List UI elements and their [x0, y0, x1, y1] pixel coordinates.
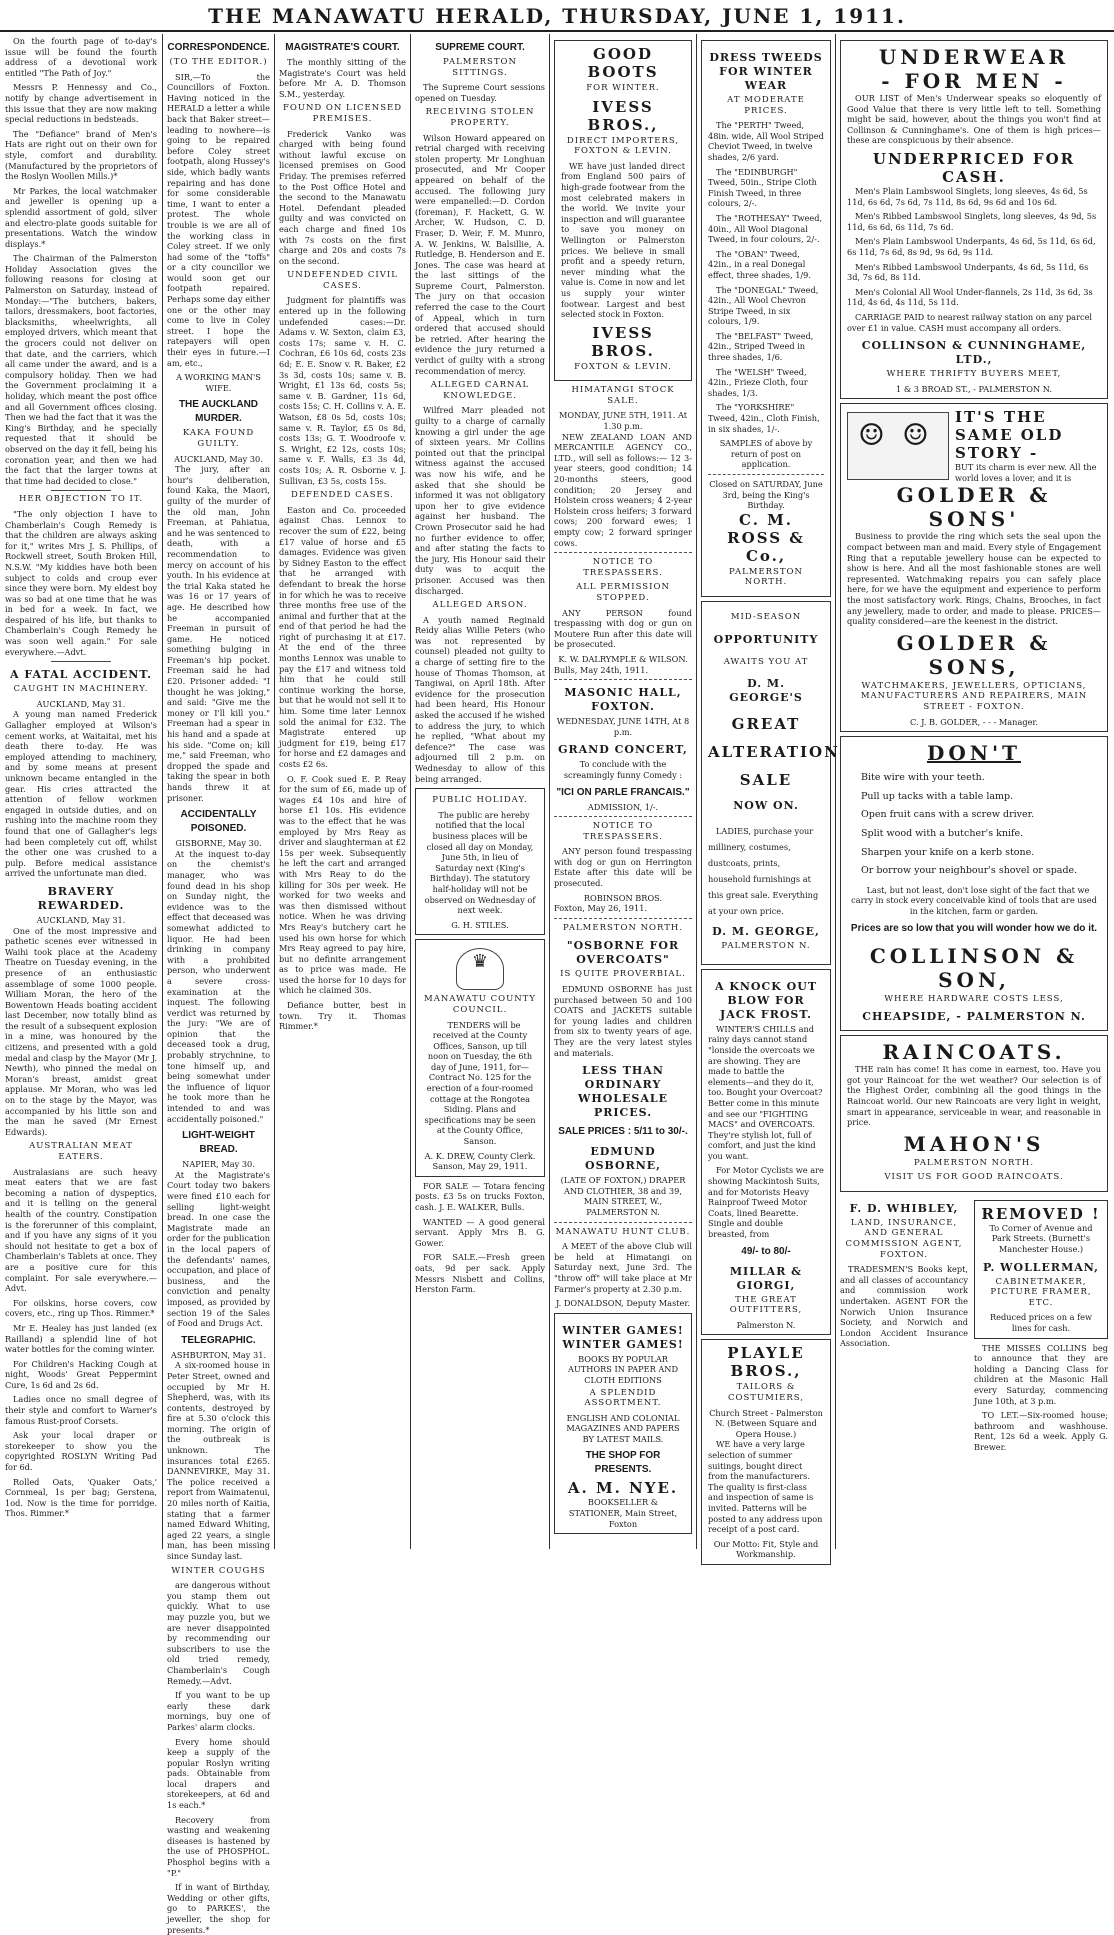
paragraph: To Corner of Avenue and Park Streets. (Burnett's Manchester House.) [989, 1222, 1093, 1255]
paragraph: O. F. Cook sued E. P. Reay for the sum of £6, made up of wages £4 10s and hire of horse £1 10s. His evidence was to the effect that he was employed by Mrs Reay as driver and slaughterman at £2 15s per week. Subsequently he left the cart and arranged with Mrs Reay to do the killing for 30s per week. He worked for two weeks and was then dismissed without notice. When he was driving Mrs Reay's butchery cart he used his own horse for which Mrs Reay agreed to pay hire, but no definite arrangement as to price was made. He used the horse for 10 days for which he claimed 30s. [279, 773, 407, 996]
paragraph: THE MISSES COLLINS beg to announce that they are holding a Dancing Class for children at the Masonic Hall every Saturday, commencing June 10th, at 3 p.m. [974, 1342, 1108, 1406]
advert-title: COLLINSON & CUNNINGHAME, LTD., [861, 339, 1087, 367]
advert-subtitle: PALMERSTON N. [721, 941, 811, 952]
paragraph: Judgment for plaintiffs was entered up in the following undefended cases:—Dr. Adams v. W. Sexton, claim £3, costs 17s; same v. H. C. Cochran, £6 10s 6d, costs 23s 6d; E. E. Snow v. R. Baker, £2 3s 3d, costs 10s; same v. B. Wright, £1 13s 6d, costs 5s; same v. B. Gardner, 11s 6d, costs 15s; C. H. Collins v. A. E. Watson, £8 0s 5d, costs 10s; same v. R. Taylor, £5 0s 8d, costs 13s; G. T. Woodroofe v. S. Wright, £2 12s, costs 10s; same v. F. Walls, £3 3s 4d, costs 10s; A. R. Osborne v. J. Sullivan, £3 5s, costs 15s. [279, 295, 406, 486]
paragraph: One of the most impressive and pathetic scenes ever witnessed in Waihi took place at the Academy Theatre on Tuesday evening, in the presence of an enthusiastic assemblage of some 1000 people. William Moran, the hero of the Bowentown Heads boating accident last December, now totally blind as the result of a subsequent explosion in a mine, was honoured by the citizens, and presented with a gold medal and clasp by the Mayor (Mr J. Newth), who pinned the medal on Moran's breast, amidst great applause. Mr Moran, who was led on to the stage by the Mayor, was accompanied by his little son and the man he saved (Mr Ernest Edwards). [5, 925, 157, 1137]
advert-title: REMOVED ! [981, 1204, 1101, 1223]
paragraph: The "EDINBURGH" Tweed, 50in., Stripe Cloth Finish Tweed, in three colours, 2/-. [708, 166, 817, 209]
underwear-advert [840, 40, 1108, 399]
paragraph: TENDERS will be received at the County Offices, Sanson, up till noon on Tuesday, the 6th day of June, 1911, for—Contract No. 125 for the erection of a four-roomed cottage at the Rongotea Siding. Plans and specifications may be seen at the County Office, Sanson. [424, 1019, 536, 1147]
section-heading: BRAVERY REWARDED. [37, 884, 125, 912]
paragraph: Frederick Vanko was charged with being found without lawful excuse on licensed premises on Good Friday. The premises referred to the Post Office Hotel and the second to the Manawatu Hotel. Defendant pleaded guilty and was convicted on each charge and fined 10s with 7s costs on the first charge and 20s and costs 7s on the second. [279, 128, 406, 266]
paragraph: At the inquest to-day on the chemist's manager, who was found dead in his shop on Sunday night, the evidence was to the effect that deceased was somewhat addicted to liquor. He had been drinking in company with a prohibited person, who underwent a severe cross-examination at the inquest. The following verdict was returned by the jury: "We are of opinion that the deceased took a drug, probably strychnine, to tone himself up, and being somewhat under the influence of liquor he took more than he intended to and was accidentally poisoned." [167, 848, 270, 1124]
paragraph: EDMUND OSBORNE has just purchased between 50 and 100 COATS and JACKETS suitable for young ladies and children from six to twenty years of age. They are the very latest styles and materials. [554, 984, 692, 1058]
advert-title: GOLDER & SONS, [896, 630, 1052, 679]
divider [554, 918, 692, 919]
paragraph: TRADESMEN'S Books kept, and all classes of accountancy and commission work undertaken. AGENT FOR the Norwich Union Insurance Society, and Norwich and London Accident Insurance Association. [840, 1264, 968, 1349]
advert-subtitle: 1 & 3 BROAD ST., - PALMERSTON N. [896, 383, 1052, 394]
section-heading: AUSTRALIAN MEAT EATERS. [29, 1141, 133, 1162]
george-advert [701, 601, 840, 965]
public-holiday-notice [415, 788, 545, 935]
section-heading: LIGHT-WEIGHT BREAD. [182, 1130, 255, 1156]
paragraph: For Children's Hacking Cough at night, Woods' Great Peppermint Cure, 1s 6d and 2s 6d. [5, 1358, 157, 1390]
paragraph: Australasians are such heavy meat eaters that we are fast becoming a nation of dyspeptics, and it is telling on the general health of the country. Constipation is the forerunner of this complaint, and if you have any signs of it you should not hesitate to get a box of Chamberlain's Tablets at once. They are a positive cure for this complaint. For sale everywhere.—Advt. [5, 1166, 157, 1294]
list-item: Bite wire with your teeth. [861, 772, 985, 784]
section-heading: A FATAL ACCIDENT. [10, 668, 152, 682]
nye-advert [554, 1313, 692, 1535]
section-heading: SUPREME COURT. [435, 42, 525, 53]
classified: WANTED — A good general servant. Apply Mrs B. G. Gower. [415, 1216, 545, 1248]
column-5 [554, 36, 692, 1547]
dateline: ASHBURTON, May 31. [170, 1349, 267, 1360]
dont-list [847, 773, 1101, 877]
playle-advert [701, 1339, 831, 1565]
section-subheading: ALLEGED ARSON. [432, 600, 528, 611]
right-adverts [974, 1196, 1108, 1457]
notice-date: Bulls, May 24th, 1911. [554, 664, 649, 675]
classified: FOR SALE.—Fresh green oats, 9d per sack. Apply Messrs Nisbett and Collins, Herston Farm. [415, 1252, 545, 1295]
advert-title: GOOD BOOTS [587, 45, 659, 81]
comedy-title: "ICI ON PARLE FRANCAIS." [556, 786, 690, 798]
column-6 [701, 36, 840, 1560]
paragraph: ANY PERSON found trespassing with dog or gun on Moutere Run after this date will be prosecuted. [554, 607, 692, 650]
advert-subtitle: DIRECT IMPORTERS, FOXTON & LEVIN. [566, 135, 680, 157]
section-heading: THE AUCKLAND MURDER. [178, 399, 259, 425]
advert-subtitle: Prices are so low that you will wonder how we do it. [850, 922, 1098, 934]
paragraph: Recovery from wasting and weakening diseases is hastened by the use of PHOSPHOL. Phosphol begins with a "P." [167, 1814, 270, 1878]
column-4 [415, 36, 545, 1547]
paragraph: Rolled Oats, 'Quaker Oats,' Cornmeal, 1s per bag; Gerstena, 1od. Now is the time for porridge. Thos. Rimmer.* [5, 1476, 157, 1519]
advert-subtitle: MID-SEASON [730, 611, 802, 622]
sale-prices: SALE PRICES : 5/11 to 30/-. [558, 1126, 688, 1138]
advert-subtitle: FOR WINTER. [586, 83, 660, 93]
list-item: Split wood with a butcher's knife. [861, 827, 1024, 839]
paragraph: WE have just landed direct from England 500 pairs of high-grade footwear from the most celebrated makers in the world. We invite your inspection and will guarantee to save you money on Wellington or Palmerston prices. We believe in small profit and a speedy return, never minding what the value is. Come in now and let us supply your winter footwear. Largest and best selected stock in Foxton. [561, 160, 685, 320]
section-subheading: FOUND ON LICENSED PREMISES. [282, 103, 403, 124]
section-heading: NOTICE TO TRESPASSERS. [583, 821, 663, 842]
advert-subtitle: FOXTON & LEVIN. [574, 361, 672, 372]
section-subheading: ALL PERMISSION STOPPED. [576, 582, 670, 603]
paragraph: BOOKS BY POPULAR AUTHORS IN PAPER AND CLOTH EDITIONS [567, 1353, 679, 1385]
advert-title: IT'S THE SAME OLD STORY - [955, 408, 1064, 463]
advert-title: - FOR MEN - [881, 69, 1067, 93]
dateline: NAPIER, May 30. [182, 1159, 255, 1170]
section-heading: MANAWATU HUNT CLUB. [555, 1226, 691, 1237]
paragraph: Easton and Co. proceeded against Chas. Lennox to recover the sum of £22, being £17 value of horse and £5 damages. Evidence was given by Sidney Easton to the effect that he arranged with defendant to break the horse in for which he was to receive three months free use of the animal and further that at the end of that period he had the right of purchasing it at £17. At the end of the three months Lennox was unable to pay the £17 and witness told him that he could still continue working the horse, but that he would not sell it to him. Some time later Lennox sold the animal for £32. The Magistrate entered up judgment for £19, being £17 for horse and £2 damages and costs £2 6s. [279, 504, 406, 769]
paragraph: Wilson Howard appeared on retrial charged with receiving stolen property. Mr Longhuan prosecuted, and Mr Cooper appeared on behalf of the accused. The following jury were empanelled:—D. Cordon (foreman), F. Hackett, G. W. Archer, W. Hudson, C. D. Fraser, D. Weir, F. M. Munro, A. W. Jenkins, W. Balsillie, A. Rutledge, B. Henderson and E. Jones. The case was heard at the last sittings of the Supreme Court, Palmerston. The jury on that occasion referred the case to the Court of Appeal, which in turn ordered that accused should be retried. After hearing the evidence the jury returned a verdict of guilty with a strong recommendation of mercy. [415, 132, 545, 376]
section-heading: NOTICE TO TRESPASSERS. [583, 557, 663, 578]
advert-subtitle: LAND, INSURANCE, AND GENERAL COMMISSION AGENT, FOXTON. [845, 1217, 963, 1260]
paragraph: Mr E. Healey has just landed (ex Railland) a splendid line of hot water bottles for the coming winter. [5, 1322, 157, 1355]
column-3 [279, 36, 406, 1547]
paragraph: The "BELFAST" Tweed, 42in., Striped Tweed in three shades, 1/6. [708, 330, 814, 363]
column-rule [549, 34, 550, 1549]
advert-title: D. M. GEORGE'S [729, 677, 803, 705]
advert-header-text [955, 408, 1101, 483]
notice-date: Sanson, May 29, 1911. [432, 1161, 528, 1172]
signature: ROBINSON BROS. [583, 892, 663, 903]
paragraph: WE have a very large selection of summer suitings, bought direct from the manufacturers. The quality is first-class and inspection of same is invited. Patterns will be posted to any address upon receipt of a post card. [708, 1439, 823, 1535]
paragraph: For oilskins, horse covers, cow covers, etc., ring up Thos. Rimmer.* [5, 1297, 157, 1319]
advert-title: RAINCOATS. [882, 1040, 1066, 1065]
list-item: Men's Plain Lambswool Singlets, long sleeves, 4s 6d, 5s 11d, 6s 6d, 7s 6d, 7s 11d, 8s 6d, 9s 6d and 10s 6d. [847, 185, 1088, 207]
advert-title: EDMUND OSBORNE, [584, 1145, 662, 1173]
crest-icon [456, 948, 504, 990]
classified: FOR SALE — Totara fencing posts. £3 5s on trucks Foxton, cash. J. E. WALKER, Bulls. [415, 1180, 545, 1212]
paragraph: For Motor Cyclists we are showing Mackintosh Suits, and for Motorists Heavy Rainproof Tweed Motor Coats, lined Bearette. Single and double breasted, from [708, 1165, 824, 1240]
advert-subtitle: AWAITS YOU AT [723, 656, 809, 667]
section-subheading: CAUGHT IN MACHINERY. [13, 684, 149, 695]
column-7 [840, 36, 1108, 1547]
paragraph: At the Magistrate's Court today two bakers were fined £10 each for selling light-weight bread. In one case the Magistrate made an order for the publication in the local papers of the defendants' names, occupation, and place of business, and the conviction and penalty imposed, as provided by section 19 of the Sales of Food and Drugs Act. [167, 1169, 270, 1329]
paragraph: The "YORKSHIRE" Tweed, 42in., Cloth Finish, in six shades, 1/-. [708, 402, 820, 434]
column-1 [5, 36, 157, 1547]
advert-title: P. WOLLERMAN, [983, 1260, 1099, 1274]
paragraph: A MEET of the above Club will be held at Himatangi on Saturday next, June 3rd. The "throw off" will take place at Mr Farmer's property at 2.30 p.m. [554, 1241, 692, 1294]
divider [708, 474, 824, 475]
advert-title: LESS THAN ORDINARY WHOLESALE PRICES. [577, 1064, 669, 1120]
section-heading: HER OBJECTION TO IT. [18, 494, 143, 505]
divider [554, 1222, 692, 1223]
advert-subtitle: PALMERSTON NORTH. [729, 566, 803, 588]
column-rule [162, 34, 163, 1549]
paragraph: The "PERTH" Tweed, 48in. wide, All Wool Striped Cheviot Tweed, in twelve shades, 2/6 yard. [708, 120, 824, 162]
signature: J. DONALDSON, Deputy Master. [555, 1298, 691, 1309]
paragraph: Reduced prices on a few lines for cash. [990, 1312, 1092, 1334]
advert-title: UNDERWEAR [878, 45, 1070, 69]
paragraph: A young man named Frederick Gallagher employed at Wilson's cement works, at Waitaitai, met his death there to-day. He was employed attending to machinery, and by some means at present unknown became entangled in the gear. His cries attracted the attention of fellow workmen engaged in outside duties, and on rushing into the machine room they found that one of Gallagher's legs had been completely cut off, whilst the other one was crushed to a pulp. Before medical assistance arrived the unfortunate man died. [5, 709, 157, 879]
list-item: Men's Colonial All Wool Under-flannels, 2s 11d, 3s 6d, 3s 11d, 4s 6d, 4s 11d, 5s 11d. [847, 286, 1093, 308]
advert-subtitle: BOOKSELLER & STATIONER, Main Street, Foxton [568, 1497, 678, 1529]
advert-title: MILLAR & GIORGI, [729, 1264, 803, 1292]
paragraph: The Chairman of the Palmerston Holiday Association gives the following reasons for closing at Palmerston on Saturday, instead of Monday:—"The butchers, bakers, tailors, dressmakers, boot factories, blacksmiths, wheelwrights, all employed drivers, which meant that the grocers could not deliver on that date, and the carriers, which all came under the award, and is a compulsory holiday. Then we had the Government proclaiming it a holiday, which meant the post office and all Government offices closing. Then we had the fact that it was the King's Birthday, and he specially requested that it should be observed on the day it fell, being his coronation year, and then we had the fact that the larger towns at that time had decided to close." [5, 253, 157, 486]
section-heading: MASONIC HALL, FOXTON. [564, 686, 682, 714]
list-item: Sharpen your knife on a kerb stone. [861, 846, 1035, 858]
section-subheading: ALLEGED CARNAL KNOWLEDGE. [430, 380, 530, 401]
advert-subtitle: C. J. B. GOLDER, - - - Manager. [909, 716, 1039, 727]
list-item: Men's Plain Lambswool Underpants, 4s 6d, 5s 11d, 6s 6d, 6s 11d, 7s 6d, 8s 9d, 9s 6d, 9s 11d. [847, 236, 1096, 257]
divider [51, 661, 112, 662]
paragraph: are dangerous without you stamp them out quickly. What to use may puzzle you, but we are never disappointed by recommending our subscribers to use the old tried remedy, Chamberlain's Cough Remedy.—Advt. [167, 1580, 270, 1686]
advert-title: A. M. NYE. [567, 1479, 679, 1498]
dateline: AUCKLAND, May 31. [36, 698, 126, 709]
column-rule [410, 34, 411, 1549]
advert-title: IVESS BROS. [591, 323, 655, 360]
advert-subtitle: VISIT US FOR GOOD RAINCOATS. [884, 1172, 1064, 1183]
advert-title: IVESS BROS., [587, 97, 659, 134]
ivess-advert [554, 40, 692, 381]
paragraph: The Supreme Court sessions opened on Tuesday. [415, 82, 545, 103]
column-rule [835, 34, 836, 1549]
list-item: Men's Ribbed Lambswool Singlets, long sleeves, 4s 9d, 5s 11d, 6s 6d, 6s 11d, 7s 6d. [847, 211, 1097, 232]
paragraph: The "Defiance" brand of Men's Hats are right out on their own for style, comfort and durability. (Manufactured by the proprietors of the Roslyn Woollen Mills.)* [5, 128, 157, 182]
signature: A. K. DREW, County Clerk. [424, 1150, 536, 1161]
mahon-advert [840, 1035, 1108, 1192]
ross-advert [701, 40, 831, 597]
advert-title: WINTER GAMES! WINTER GAMES! [562, 1323, 684, 1351]
section-heading: GRAND CONCERT, [558, 743, 688, 757]
advert-subtitle: (LATE OF FOXTON,) DRAPER AND CLOTHIER, 38 and 39, MAIN STREET, W., PALMERSTON N. [560, 1175, 686, 1217]
advert-title: MAHON'S [903, 1131, 1045, 1156]
paragraph: ANY person found trespassing with dog or gun on Herrington Estate after this date will be prosecuted. [554, 846, 692, 889]
paragraph: BUT its charm is ever new. All the world loves a lover, and it is [955, 462, 1097, 483]
advert-title: D. M. GEORGE, [712, 925, 820, 939]
paragraph: On the fourth page of to-day's issue will be found the fourth address of a devotional work entitled "The Path of Joy." [5, 36, 157, 78]
dateline: AUCKLAND, May 31. [36, 914, 126, 925]
advert-title: DRESS TWEEDS FOR WINTER WEAR [709, 51, 823, 92]
paragraph: If in want of Birthday, Wedding or other gifts, go to PARKES', the jeweller, the shop for presents.* [167, 1882, 270, 1935]
advert-title: C. M. ROSS & Co., [727, 510, 805, 565]
paragraph: WINTER'S CHILLS and rainy days cannot stand "lonside the overcoats we are showing. They are made to battle the elements—and they do it, too. Bought your Overcoat? Better come in this minute and see our "FIGHTING MACS" and OVERCOATS. They're stylish lot, full of comfort, and just the kind you want. [708, 1023, 823, 1161]
paragraph: To conclude with the screamingly funny Comedy : [563, 759, 683, 780]
advert-subtitle: A SPLENDID ASSORTMENT. [584, 1387, 662, 1409]
section-heading: WINTER COUGHS [171, 1565, 266, 1576]
paragraph: Closed on SATURDAY, June 3rd, being the King's Birthday. [709, 479, 823, 511]
paragraph: The monthly sitting of the Magistrate's Court was held before Mr A. D. Thomson S.M., yesterday. [279, 57, 406, 99]
paragraph: SAMPLES of above by return of post on application. [719, 438, 813, 470]
advert-title: A KNOCK OUT BLOW FOR JACK FROST. [714, 979, 818, 1021]
paragraph: LADIES, purchase your millinery, costumes, dustcoats, prints, household furnishings at this great sale. Everything at your own price. [708, 826, 819, 917]
section-heading: HIMATANGI STOCK SALE. [571, 385, 675, 406]
section-heading: TELEGRAPHIC. [181, 1334, 256, 1346]
advert-subtitle: IS QUITE PROVERBIAL. [560, 969, 686, 980]
divider [554, 552, 692, 553]
advert-title: ALTERATION [708, 743, 840, 762]
paragraph: Our Motto: Fit, Style and Workmanship. [713, 1538, 819, 1560]
advert-title: GREAT [731, 715, 801, 734]
admission: ADMISSION, 1/-. [587, 801, 659, 812]
paragraph: Last, but not least, don't lose sight of the fact that we carry in stock every conceivable kind of tools that are used in the kitchen, farm or garden. [851, 884, 1097, 916]
millar-advert [701, 969, 831, 1336]
section-heading: PALMERSTON NORTH. [562, 922, 684, 933]
advert-subtitle: CHEAPSIDE, - PALMERSTON N. [862, 1010, 1086, 1024]
paragraph: The jury, after an hour's deliberation, found Kaka, the Maori, guilty of the murder of the old man, John Freeman, at Pahiatua, and he was sentenced to death, with a recommendation to mercy on account of his youth. In his evidence at the trial Kaka stated he was 16 or 17 years of age. He described how he accompanied Freeman in pursuit of game. He noticed something bulging in Freeman's hip pocket. Freeman said he had £20. Prisoner added: "I thought he was joking," and said: "Give me the money or I'll kill you." Freeman had a spear in his hand and a spade at his side. "Come on; kill me," said Freeman, who dropped the spade and taking the spear in both hands threw it at prisoner. [167, 464, 270, 803]
paragraph: If you want to be up early these dark mornings, buy one of Parkes' alarm clocks. [167, 1690, 270, 1732]
paragraph: Wilfred Marr pleaded not guilty to a charge of carnally knowing a girl under the age of sixteen years. Mr Collins pointed out that the principal witness against the accused was now his wife, and he asked that she should be informed it was not obligatory upon her to give evidence against her husband. The Crown Prosecutor said he had no further evidence to offer, and after stating the facts to the jury, His Honour said their duty was to acquit the prisoner. Accused was then discharged. [415, 405, 545, 596]
dont-advert [840, 736, 1108, 1031]
advert-subtitle: THE SHOP FOR PRESENTS. [585, 1450, 661, 1476]
divider [51, 490, 112, 491]
masthead: THE MANAWATU HERALD, THURSDAY, JUNE 1, 1911. [0, 0, 1114, 32]
advert-title: UNDERPRICED FOR CASH. [872, 149, 1076, 186]
notice-heading: PUBLIC HOLIDAY. [432, 795, 528, 806]
divider [554, 816, 692, 817]
golder-advert [840, 403, 1108, 732]
list-item: Men's Ribbed Lambswool Underpants, 4s 6d, 5s 11d, 6s 3d, 7s 6d, 8s 11d. [847, 261, 1089, 283]
paragraph: Defiance butter, best in town. Try it. Thomas Rimmer.* [279, 1000, 406, 1032]
section-heading: CORRESPONDENCE. [167, 42, 270, 53]
section-subheading: DEFENDED CASES. [291, 490, 394, 501]
price-range: 49/- to 80/- [741, 1245, 791, 1257]
section-subheading: (TO THE EDITOR.) [169, 57, 268, 67]
paragraph: The "WELSH" Tweed, 42in., Frieze Cloth, four shades, 1/3. [708, 366, 808, 398]
paragraph: ENGLISH AND COLONIAL MAGAZINES AND PAPERS BY LATEST MAILS. [566, 1412, 680, 1444]
advert-title: F. D. WHIBLEY, [849, 1201, 959, 1215]
paragraph: CARRIAGE PAID to nearest railway station on any parcel over £1 in value. CASH must accompany all orders. [847, 311, 1093, 333]
paragraph: THE rain has come! It has come in earnest, too. Have you got your Raincoat for the wet weather? Our selection is of the Highest Order, combining all the good things in the Raincoat world. Our new Raincoats are very light in weight, smart in appearance, serviceable in wear, and reasonable in price. [847, 1064, 1101, 1128]
paragraph: Mr Parkes, the local watchmaker and jeweller is opening up a splendid assortment of gold, silver and electro-plate goods suitable for presentations. Watch the window displays.* [5, 185, 157, 249]
paragraph: OUR LIST of Men's Underwear speaks so eloquently of Good Value that there is very little left to tell. Something might be said, however, about the things you won't find at Collinson & Cunninghame's. One of them is high prices—these are conspicuous by their absence. [847, 93, 1101, 146]
paragraph: Ladies once no small degree of their style and comfort to Warner's famous Rust-proof Corsets. [5, 1394, 157, 1426]
paragraph: The public are hereby notified that the local business places will be closed all day on Monday, June 5th, in lieu of Saturday next (King's Birthday). The statutory half-holiday will not be observed on Wednesday of next week. [424, 809, 536, 916]
county-council-notice [415, 939, 545, 1177]
advert-title: NOW ON. [733, 799, 799, 813]
section-subheading: KAKA FOUND GUILTY. [182, 428, 255, 449]
paragraph: The "DONEGAL" Tweed, 42in., All Wool Chevron Stripe Tweed, in six colours, 1/9. [708, 284, 819, 327]
cupids-illustration-icon: ☺ ☺ [847, 412, 949, 480]
advert-title: SALE [739, 771, 793, 790]
advert-header [847, 408, 1101, 483]
advert-subtitle: WHERE THRIFTY BUYERS MEET, [886, 369, 1062, 380]
paragraph: A youth named Reginald Reidy alias Willie Peters (who was not represented by counsel) pleaded not guilty to a charge of setting fire to the house of Thomas Thomson, at Tangiwai, on April 18th. After evidence for the prosecution had been heard, His Honour asked the accused if he wished to address the jury, to which he replied, "What about my defence?" The case was adjourned till 2 p.m. on Wednesday to allow of this being arranged. [415, 614, 545, 784]
advert-subtitle: AT MODERATE PRICES. [727, 95, 805, 116]
section-subheading: RECEIVING STOLEN PROPERTY. [425, 107, 535, 128]
dateline: WEDNESDAY, JUNE 14TH, At 8 p.m. [556, 716, 690, 737]
section-heading: ACCIDENTALLY POISONED. [180, 809, 257, 835]
signature: G. H. STILES. [451, 919, 509, 930]
paragraph: The "OBAN" Tweed, 42in., in a real Donegal effect, three shades, 1/9. [708, 248, 811, 280]
list-item: Pull up tacks with a table lamp. [861, 790, 1014, 802]
whibley-advert [840, 1196, 968, 1457]
section-subheading: PALMERSTON SITTINGS. [443, 57, 517, 78]
notice-date: Foxton, May 26, 1911. [554, 903, 648, 914]
advert-title: GOLDER & SONS' [896, 483, 1052, 532]
list-item: Or borrow your neighbour's shovel or spade. [861, 865, 1078, 877]
advert-subtitle: WATCHMAKERS, JEWELLERS, OPTICIANS, MANUFACTURERS AND REPAIRERS, MAIN STREET - FOXTON. [860, 680, 1088, 712]
paragraph: Ask your local draper or storekeeper to show you the copyrighted ROSLYN Writing Pad for 6d. [5, 1430, 157, 1473]
advert-subtitle: Palmerston N. [736, 1319, 796, 1330]
paragraph: Church Street - Palmerston N. (Between Square and Opera House.) [709, 1407, 823, 1439]
signature: K. W. DALRYMPLE & WILSON. [558, 653, 688, 664]
paragraph: Messrs P. Hennessy and Co., notify by change advertisement in this issue that they are now making special reductions in bedsteads. [5, 82, 157, 125]
advert-subtitle: WHERE HARDWARE COSTS LESS, [884, 993, 1064, 1004]
advert-title: OPPORTUNITY [713, 632, 819, 646]
wollerman-advert [974, 1200, 1108, 1339]
paragraph: A six-roomed house in Peter Street, owned and occupied by Mr H. Shepherd, was, with its contents, destroyed by fire at 5.30 o'clock this morning. The origin of the outbreak is unknown. The insurances total £265. DANNEVIRKE, May 31. The police received a report from Waimatenui, 20 miles north of Kaitia, stating that a farmer named Edward Whiting, aged 22 years, a single man, has been missing since Sunday last. [167, 1360, 270, 1561]
paragraph: Every home should keep a supply of the popular Roslyn writing pads. Obtainable from local drapers and storekeepers, at 6d and 1s each.* [167, 1736, 270, 1811]
section-heading: MAGISTRATE'S COURT. [285, 42, 400, 53]
column-2 [167, 36, 270, 1935]
advert-title: PLAYLE BROS., [727, 1344, 805, 1381]
paragraph: SIR,—To the Councillors of Foxton. Having noticed in the HERALD a letter a while back that Baker street—leading to nowhere—is going to be repaired before Coley street footpath, along Hussey's side, which badly wants repairing and has done for some considerable time, I want to enter a protest. The whole trouble is we are all of the working class in Coley street. If we only had some of the "toffs" or a city councillor we would soon get our footpath repaired. Perhaps some day either one or the other may come to live in Coley street. I hope the ratepayers will open their eyes in future.—I am, etc., [167, 71, 270, 368]
dateline: MONDAY, JUNE 5TH, 1911. At 1.30 p.m. [559, 410, 687, 432]
divider [554, 679, 692, 680]
paragraph: "The only objection I have to Chamberlain's Cough Remedy is that the children are always asking for it," writes Mrs J. S. Phillips, of Rockwell street, South Broken Hill, N.S.W. "My kiddies have both been subject to colds and croup ever since they were born. My eldest boy was so bad at one time that he was in bed for a week. In fact, we despaired of his life, but thanks to Chamberlain's Cough Remedy he was soon well again." For sale everywhere.—Advt. [5, 508, 157, 657]
signature: A WORKING MAN'S WIFE. [176, 372, 261, 393]
advert-title: DON'T [926, 741, 1022, 766]
dateline: AUCKLAND, May 30. [174, 453, 263, 464]
column-rule [274, 34, 275, 1549]
paragraph: Business to provide the ring which sets the seal upon the compact between man and maid. Every style of Engagement Ring that a reputable jewellery house can be expected to show is here. And all the most fashionable stones are well represented. Watchmaking repairs you can safely place here, for we have the equipment and experience to perform the most satisfactory work. Rings, Chains, Brooches, in fact any jewellery, made to order, and made to please. PRICES—quality considered—are the keenest in the district. [847, 531, 1101, 627]
advert-subtitle: THE GREAT OUTFITTERS, [729, 1294, 803, 1316]
advert-subtitle: CABINETMAKER, PICTURE FRAMER, ETC. [990, 1276, 1092, 1308]
bottom-adverts [840, 1196, 1108, 1457]
notice-heading: MANAWATU COUNTY COUNCIL. [424, 994, 536, 1015]
advert-subtitle: PALMERSTON NORTH. [913, 1157, 1035, 1168]
classified: TO LET.—Six-roomed house; bathroom and washhouse. Rent, 12s 6d a week. Apply G. Brewer. [974, 1410, 1108, 1452]
advert-title: COLLINSON & SON, [869, 943, 1079, 992]
dateline: GISBORNE, May 30. [175, 838, 262, 849]
advert-subtitle: TAILORS & COSTUMIERS, [727, 1382, 805, 1403]
paragraph: The "ROTHESAY" Tweed, 40in., All Wool Diagonal Tweed, in four colours, 2/-. [708, 212, 823, 245]
list-item: Open fruit cans with a screw driver. [861, 809, 1035, 821]
column-rule [696, 34, 697, 1549]
advert-title: "OSBORNE FOR OVERCOATS" [566, 939, 680, 967]
paragraph: NEW ZEALAND LOAN AND MERCANTILE AGENCY CO., LTD., will sell as follows:— 12 3-year steers, good condition; 14 20-months steers, good condition; 20 Jersey and Holstein cross weaners; 4 2-year Holstein cross heifers; 3 forward cows; 200 forward ewes; 1 empty cow; 2 forward springer cows. [554, 431, 692, 548]
section-subheading: UNDEFENDED CIVIL CASES. [287, 270, 398, 291]
